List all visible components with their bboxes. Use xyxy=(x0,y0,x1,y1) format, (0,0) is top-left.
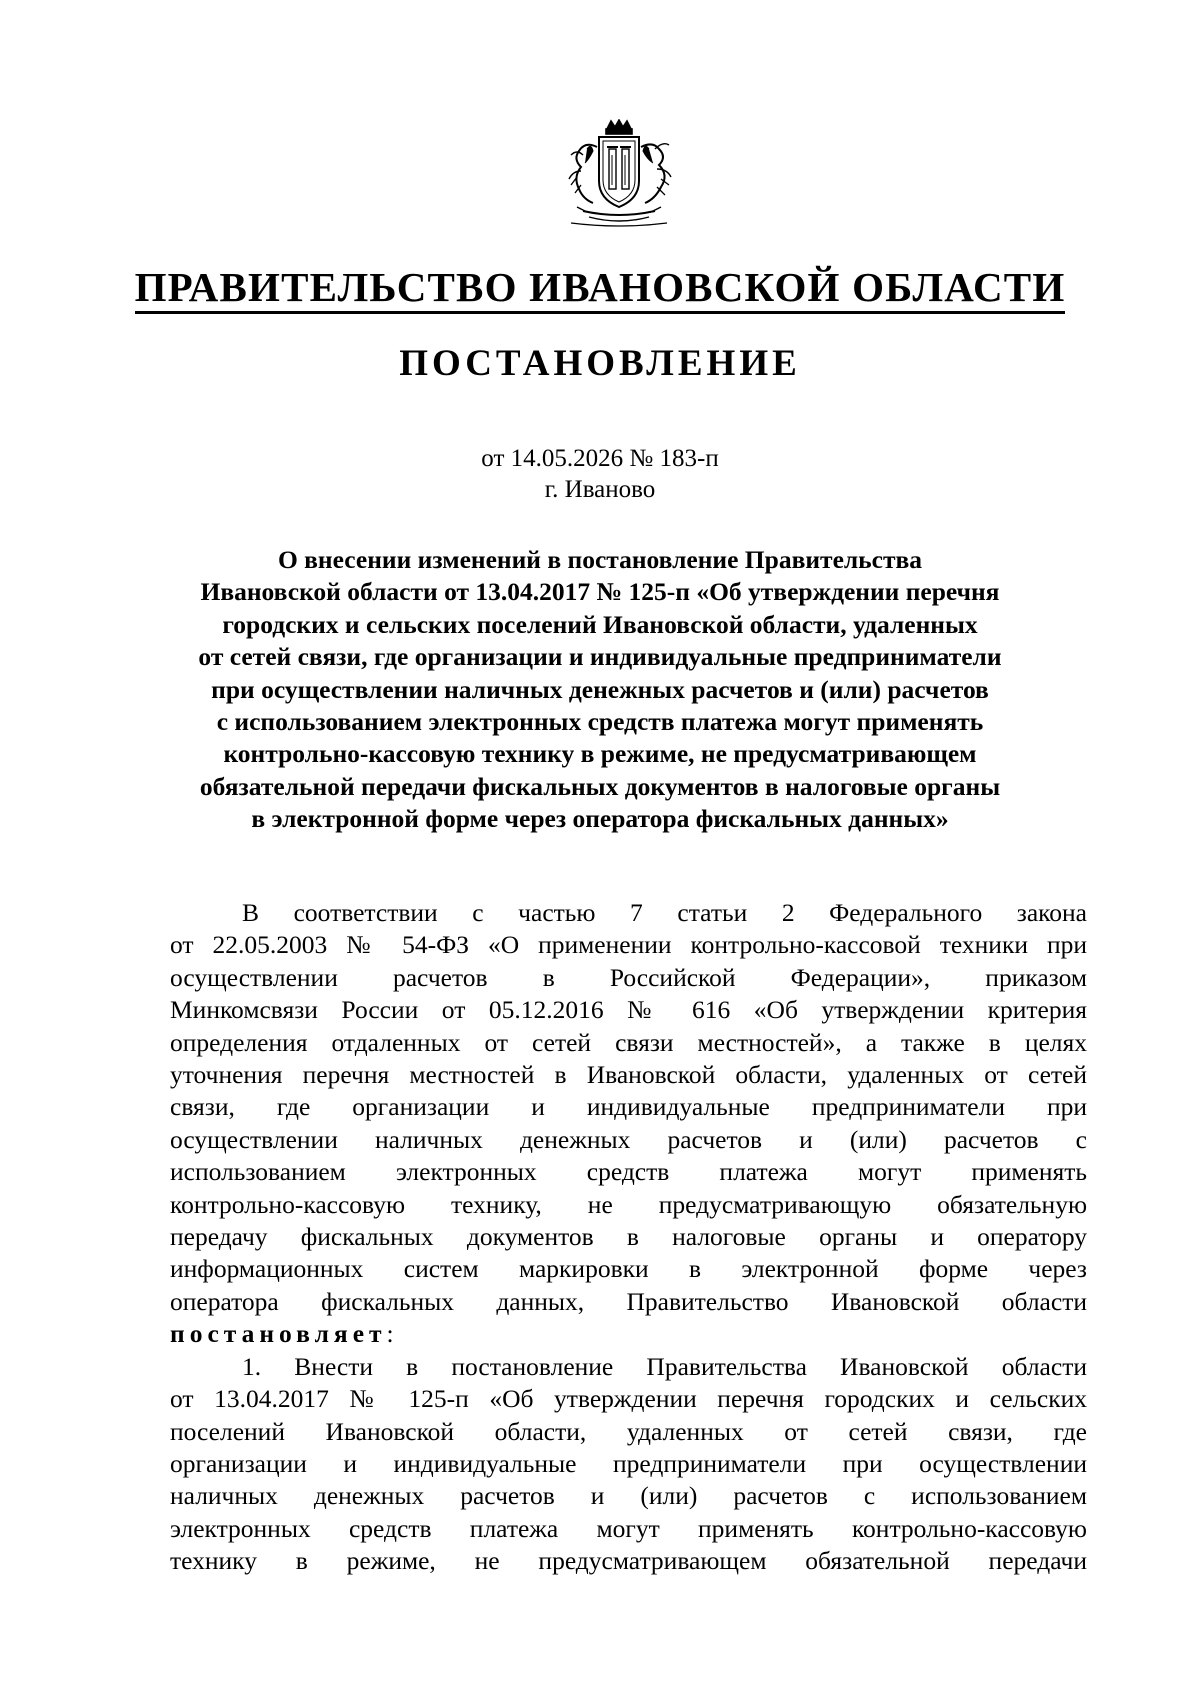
subject-line: от сетей связи, где организации и индивидуальные предприниматели xyxy=(198,642,1002,672)
organization-title-text: ПРАВИТЕЛЬСТВО ИВАНОВСКОЙ ОБЛАСТИ xyxy=(135,264,1066,314)
body-line: организации и индивидуальные предприниматели при осуществлении xyxy=(170,1448,1087,1478)
subject-line: городских и сельских поселений Ивановской области, удаленных xyxy=(222,609,978,639)
body-line: определения отдаленных от сетей связи местностей», а также в целях xyxy=(170,1027,1087,1057)
subject-line: с использованием электронных средств платежа могут применять xyxy=(216,707,984,737)
subject-line: в электронной форме через оператора фискальных данных» xyxy=(251,804,949,834)
body-line: осуществлении наличных денежных расчетов и (или) расчетов с xyxy=(170,1124,1087,1154)
organization-title xyxy=(0,262,1200,312)
preamble-paragraph xyxy=(170,897,1087,1351)
decree-word: постановляет xyxy=(170,1319,387,1349)
body-line: В соответствии с частью 7 статьи 2 Федерального закона xyxy=(242,898,1087,927)
document-subject xyxy=(150,544,1050,836)
body-line: оператора фискальных данных, Правительство Ивановской области xyxy=(170,1286,1087,1316)
decree-suffix: : xyxy=(386,1319,394,1349)
body-line: информационных систем маркировки в электронной форме через xyxy=(170,1254,1087,1284)
document-body xyxy=(170,897,1087,1578)
document-type-title: ПОСТАНОВЛЕНИЕ xyxy=(399,343,801,384)
item-1-paragraph xyxy=(170,1351,1087,1578)
body-line: контрольно-кассовую технику, не предусматривающую обязательную xyxy=(170,1189,1087,1219)
subject-line: контрольно-кассовую технику в режиме, не предусматривающем xyxy=(223,739,977,769)
body-line: осуществлении расчетов в Российской Федерации», приказом xyxy=(170,962,1087,992)
body-line: технику в режиме, не предусматривающем обязательной передачи xyxy=(170,1546,1087,1576)
body-line: электронных средств платежа могут применять контрольно-кассовую xyxy=(170,1513,1087,1543)
body-line: передачу фискальных документов в налоговые органы и оператору xyxy=(170,1222,1087,1252)
coat-of-arms-emblem xyxy=(563,119,676,229)
body-line: 1. Внести в постановление Правительства Ивановской области xyxy=(242,1351,1087,1381)
body-line: от 22.05.2003 № 54-ФЗ «О применении контрольно-кассовой техники при xyxy=(170,930,1087,960)
subject-line: О внесении изменений в постановление Правительства xyxy=(277,545,923,574)
document-city: г. Иваново xyxy=(544,476,656,503)
body-line: поселений Ивановской области, удаленных от сетей связи, где xyxy=(170,1416,1087,1446)
body-line: использованием электронных средств платежа могут применять xyxy=(170,1157,1087,1187)
subject-line: обязательной передачи фискальных документов в налоговые органы xyxy=(199,771,1001,801)
body-line: наличных денежных расчетов и (или) расчетов с использованием xyxy=(170,1481,1087,1511)
decree-line xyxy=(170,1318,1087,1350)
document-meta xyxy=(0,443,1200,505)
subject-line: при осуществлении наличных денежных расчетов и (или) расчетов xyxy=(211,674,989,704)
body-line: Минкомсвязи России от 05.12.2016 № 616 «Об утверждении критерия xyxy=(170,995,1087,1025)
body-line: уточнения перечня местностей в Ивановской области, удаленных от сетей xyxy=(170,1060,1087,1090)
body-line: связи, где организации и индивидуальные предприниматели при xyxy=(170,1092,1087,1122)
document-date-number: от 14.05.2026 № 183-п xyxy=(481,445,719,472)
body-line: от 13.04.2017 № 125-п «Об утверждении перечня городских и сельских xyxy=(170,1384,1087,1414)
subject-line: Ивановской области от 13.04.2017 № 125-п «Об утверждении перечня xyxy=(200,577,1000,607)
